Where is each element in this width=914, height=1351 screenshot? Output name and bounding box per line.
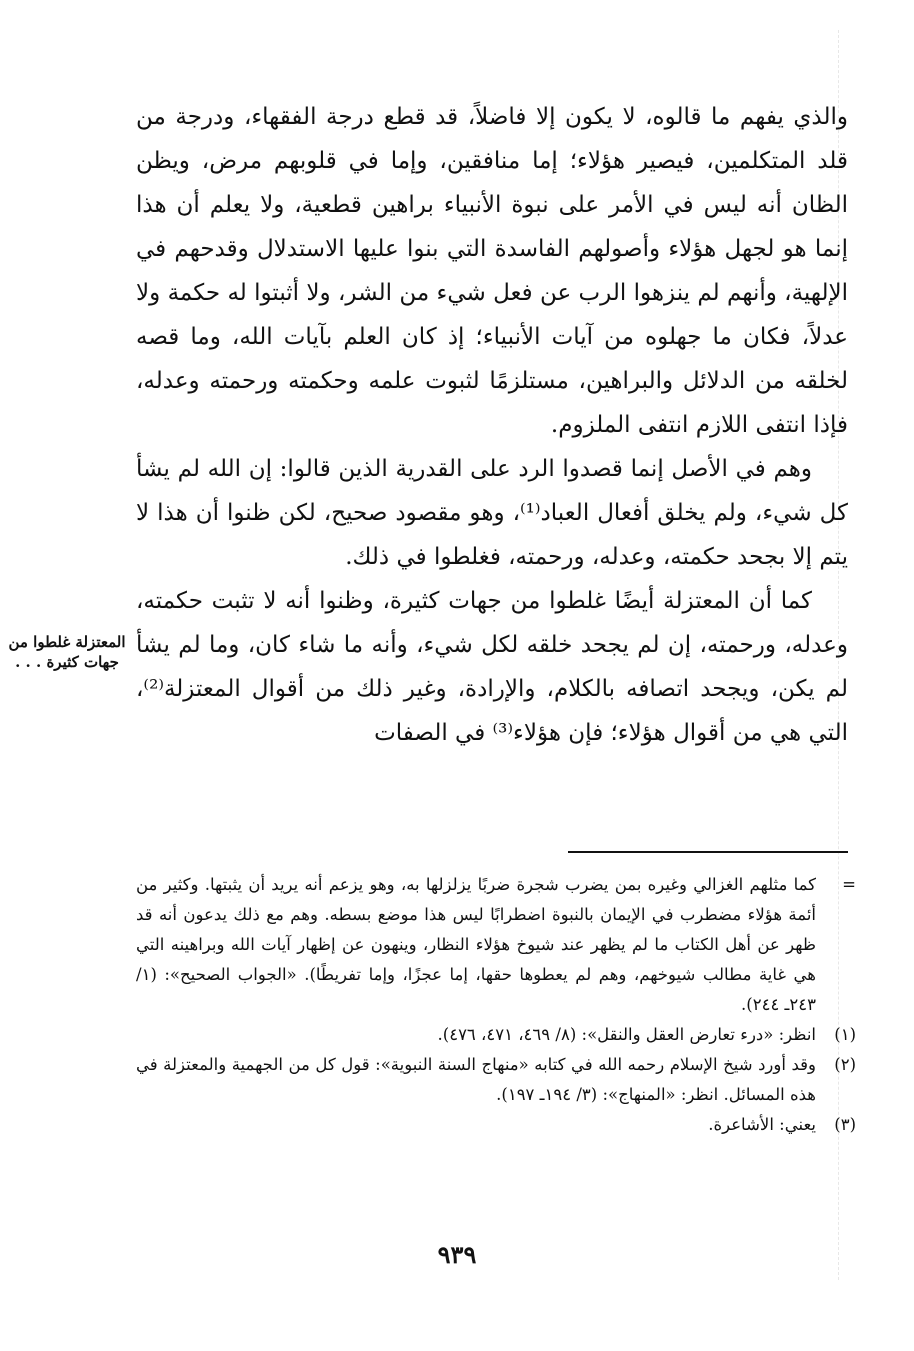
footnote-mark: (٣) [834, 1115, 856, 1134]
footnotes [136, 870, 856, 1140]
paragraph: كما أن المعتزلة أيضًا غلطوا من جهات كثيرة، وظنوا أنه لا تثبت حكمته، وعدله، ورحمته، إن لم يجحد خلقه لكل شيء، وأنه ما شاء كان، وما لم يشأ لم يكن، ويجحد اتصافه بالكلام، والإرادة، وغير ذلك من أقوال المعتزلة⁽²⁾، التي هي من أقوال هؤلاء؛ فإن هؤلاء⁽³⁾ في الصفات [136, 588, 848, 746]
footnote [136, 1020, 856, 1050]
footnote-mark: (٢) [834, 1055, 856, 1074]
main-text [136, 95, 848, 755]
paragraph: والذي يفهم ما قالوه، لا يكون إلا فاضلاً، قد قطع درجة الفقهاء، ودرجة من قلد المتكلمين، فيصير هؤلاء؛ إما منافقين، وإما في قلوبهم مرض، ويظن الظان أنه ليس في الأمر على نبوة الأنبياء براهين قطعية، ولا يعلم أن هذا إنما هو لجهل هؤلاء وأصولهم الفاسدة التي بنوا عليها الاستدلال وقدحهم في الإلهية، وأنهم لم ينزهوا الرب عن فعل شيء من الشر، ولا أثبتوا له حكمة ولا عدلاً، فكان ما جهلوه من آيات الأنبياء؛ إذ كان العلم بآيات الله، وما قصه لخلقه من الدلائل والبراهين، مستلزمًا لثبوت علمه وحكمته ورحمته وعدله، فإذا انتفى اللازم انتفى الملزوم. [136, 104, 848, 438]
footnote-mark: (١) [834, 1025, 856, 1044]
footnote-divider [568, 851, 848, 853]
footnote-text: انظر: «درء تعارض العقل والنقل»: (٨/ ٤٦٩، ٤٧١، ٤٧٦). [437, 1025, 816, 1044]
footnote [136, 1110, 856, 1140]
margin-note: المعتزلة غلطوا من جهات كثيرة . . . [8, 633, 126, 671]
footnote [136, 870, 856, 1020]
page-number: ٩٣٩ [437, 1240, 477, 1269]
footnote-mark: = [842, 875, 856, 894]
footnote [136, 1050, 856, 1110]
paragraph: وهم في الأصل إنما قصدوا الرد على القدرية الذين قالوا: إن الله لم يشأ كل شيء، ولم يخلق أفعال العباد⁽¹⁾، وهو مقصود صحيح، لكن ظنوا أن هذا لا يتم إلا بجحد حكمته، وعدله، ورحمته، فغلطوا في ذلك. [136, 456, 848, 570]
footnote-text: كما مثلهم الغزالي وغيره بمن يضرب شجرة ضربًا يزلزلها به، وهو يزعم أنه يريد أن يثبتها. وكثير من أئمة هؤلاء مضطرب في الإيمان بالنبوة اضطرابًا ليس هذا موضع بسطه. وهم مع ذلك يدعون أنه قد ظهر عن أهل الكتاب ما لم يظهر عند شيوخ هؤلاء النظار، وينهون عن إظهار آيات الله وبراهينه التي هي غاية مطالب شيوخهم، وهم لم يعطوها حقها، إما عجزًا، وإما تفريطًا). «الجواب الصحيح»: (١/ ٢٤٣ـ ٢٤٤). [136, 875, 816, 1014]
footnote-text: يعني: الأشاعرة. [708, 1115, 816, 1134]
footnote-text: وقد أورد شيخ الإسلام رحمه الله في كتابه «منهاج السنة النبوية»: قول كل من الجهمية والمعتزلة في هذه المسائل. انظر: «المنهاج»: (٣/ ١٩٤ـ ١٩٧). [136, 1055, 816, 1104]
